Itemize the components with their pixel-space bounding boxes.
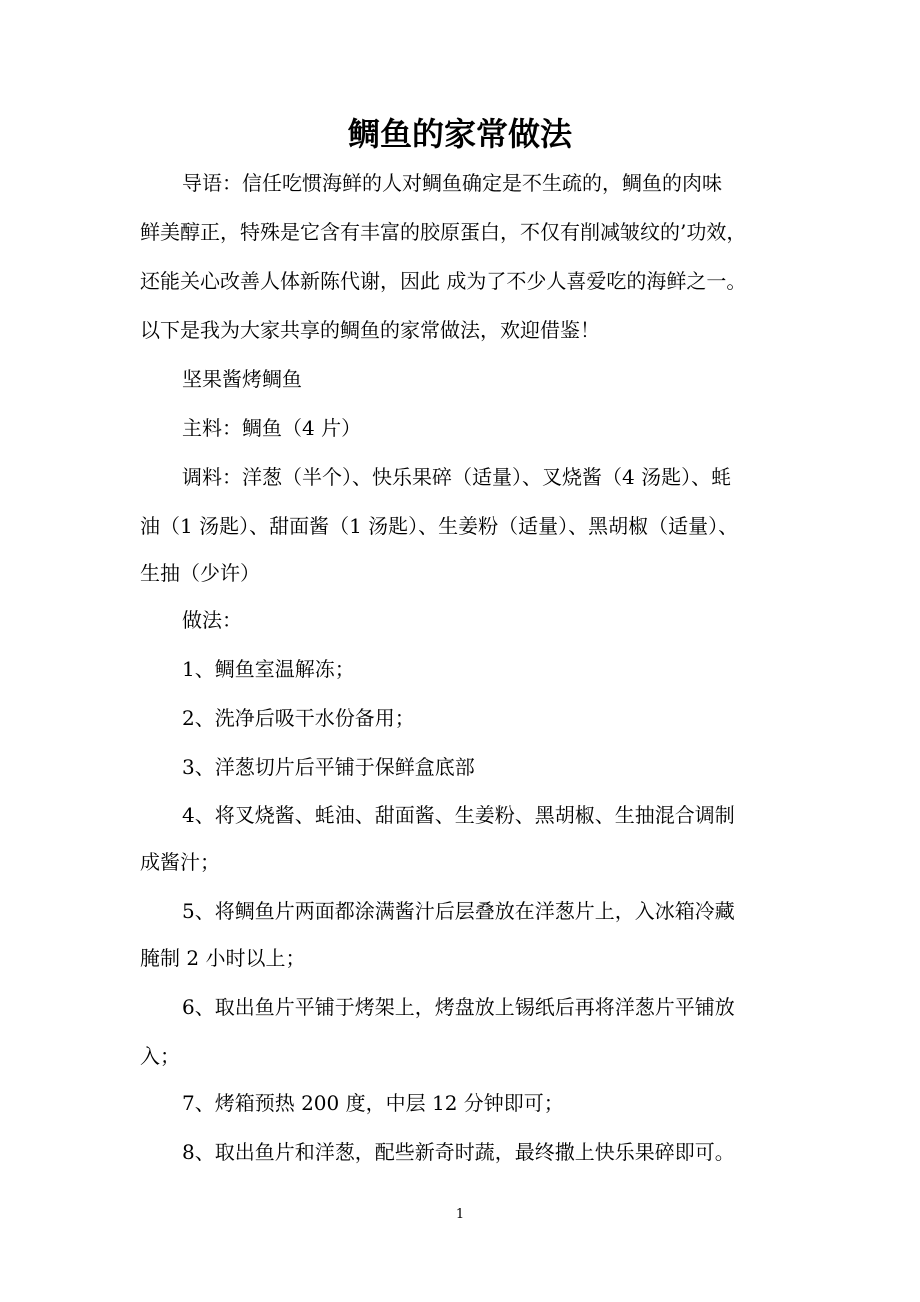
page-title: 鲷鱼的家常做法	[347, 115, 572, 153]
step-1: 1、鲷鱼室温解冻；	[182, 657, 355, 681]
intro-line-1: 导语：信任吃惯海鲜的人对鲷鱼确定是不生疏的，鲷鱼的肉味	[182, 171, 722, 195]
method-label: 做法：	[182, 608, 242, 632]
step-5-line-2: 腌制 2 小时以上；	[140, 946, 306, 970]
step-4-line-2: 成酱汁；	[140, 850, 220, 874]
step-4-line-1: 4、将叉烧酱、蚝油、甜面酱、生姜粉、黑胡椒、生抽混合调制	[182, 803, 735, 827]
intro-line-4: 以下是我为大家共享的鲷鱼的家常做法，欢迎借鉴！	[140, 318, 600, 342]
recipe-title: 坚果酱烤鲷鱼	[182, 367, 302, 391]
step-7: 7、烤箱预热 200 度，中层 12 分钟即可；	[182, 1091, 564, 1115]
step-5-line-1: 5、将鲷鱼片两面都涂满酱汁后层叠放在洋葱片上，入冰箱冷藏	[182, 899, 735, 923]
intro-line-2: 鲜美醇正，特殊是它含有丰富的胶原蛋白，不仅有削减皱纹的’功效，	[140, 220, 747, 244]
page-number: 1	[455, 1207, 465, 1222]
step-6-line-2: 入；	[140, 1044, 180, 1068]
step-3: 3、洋葱切片后平铺于保鲜盒底部	[182, 755, 475, 779]
step-2: 2、洗净后吸干水份备用；	[182, 706, 415, 730]
seasoning-line-1: 调料：洋葱（半个）、快乐果碎（适量）、叉烧酱（4 汤匙）、蚝	[182, 465, 732, 489]
seasoning-line-3: 生抽（少许）	[140, 561, 260, 585]
step-6-line-1: 6、取出鱼片平铺于烤架上，烤盘放上锡纸后再将洋葱片平铺放	[182, 995, 735, 1019]
step-8: 8、取出鱼片和洋葱，配些新奇时蔬，最终撒上快乐果碎即可。	[182, 1140, 735, 1164]
seasoning-line-2: 油（1 汤匙）、甜面酱（1 汤匙）、生姜粉（适量）、黑胡椒（适量）、	[140, 514, 739, 538]
intro-line-3: 还能关心改善人体新陈代谢，因此 成为了不少人喜爱吃的海鲜之一。	[140, 269, 747, 293]
main-ingredient: 主料：鲷鱼（4 片）	[182, 416, 362, 440]
